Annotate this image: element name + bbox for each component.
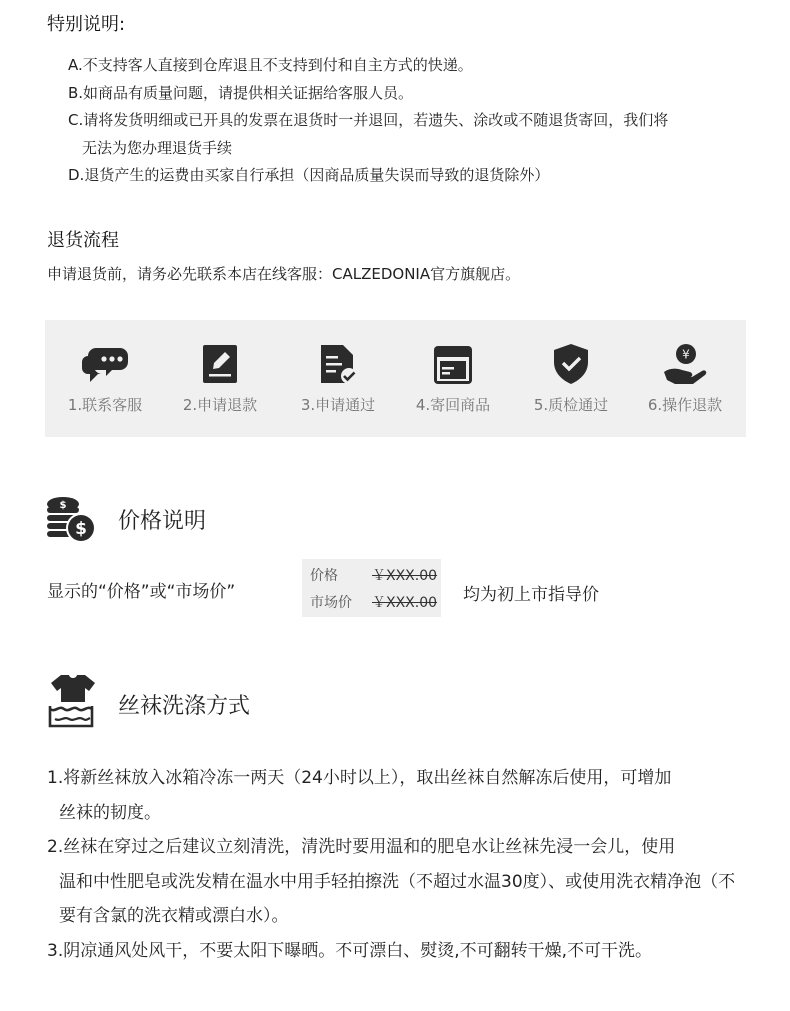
note-item-text: B.如商品有质量问题，请提供相关证据给客服人员。	[68, 83, 414, 102]
process-step-label: 2.申请退款	[182, 396, 258, 414]
process-step-label: 5.质检通过	[533, 396, 609, 414]
shield-check-icon	[548, 342, 594, 386]
market-price-value: ￥XXX.00	[372, 595, 438, 611]
wash-instruction-item	[47, 830, 747, 934]
svg-text:$: $	[59, 500, 67, 511]
return-flow-title: 退货流程	[47, 230, 119, 251]
hand-money-icon	[662, 342, 708, 386]
edit-note-icon	[197, 342, 243, 386]
process-step-label: 4.寄回商品	[415, 396, 491, 414]
wash-item-continuation: 温和中性肥皂或洗发精在温水中用手轻拍擦洗（不超过水温30度）、或使用洗衣精净泡（不要有含氯的洗衣精或漂白水）。	[59, 871, 736, 926]
special-note-item	[68, 107, 738, 162]
svg-text:¥: ¥	[682, 347, 690, 362]
return-process-panel	[45, 320, 746, 437]
price-label: 价格	[310, 568, 338, 584]
return-flow-intro: 申请退货前，请务必先联系本店在线客服：CALZEDONIA官方旗舰店。	[47, 265, 521, 283]
special-note-title: 特别说明:	[47, 14, 126, 35]
wash-item-text: 3.阴凉通风处风干，不要太阳下曝晒。不可漂白、熨烫,不可翻转干燥,不可干洗。	[47, 940, 653, 961]
price-note-after: 均为初上市指导价	[463, 585, 599, 605]
market-price-label: 市场价	[310, 595, 352, 611]
process-step-label: 3.申请通过	[300, 396, 376, 414]
note-item-text: A.不支持客人直接到仓库退且不支持到付和自主方式的快递。	[68, 56, 473, 74]
chat-bubbles-icon	[82, 342, 128, 386]
price-value: ￥XXX.00	[372, 568, 438, 584]
price-section-title: 价格说明	[118, 509, 207, 534]
wash-item-continuation: 丝袜的韧度。	[59, 802, 161, 823]
coins-icon	[45, 494, 97, 550]
wash-instruction-item	[47, 934, 747, 969]
note-item-text: C.请将发货明细或已开具的发票在退货时一并退回，若遗失、涂改或不随退货寄回，我们将	[68, 111, 669, 129]
process-step-label: 1.联系客服	[67, 396, 143, 414]
note-item-text: D.退货产生的运费由买家自行承担（因商品质量失误而导致的退货除外）	[68, 166, 550, 184]
special-note-item	[68, 80, 738, 108]
price-example-box	[302, 559, 441, 617]
wash-instruction-item	[47, 761, 747, 830]
wash-item-text: 1.将新丝袜放入冰箱冷冻一两天（24小时以上），取出丝袜自然解冻后使用，可增加	[47, 768, 672, 788]
document-check-icon	[315, 342, 361, 386]
price-note-before: 显示的“价格”或“市场价”	[47, 582, 236, 602]
process-step-label: 6.操作退款	[647, 396, 723, 414]
wash-item-text: 2.丝袜在穿过之后建议立刻清洗，清洗时要用温和的肥皂水让丝袜先浸一会儿，使用	[47, 837, 676, 857]
box-package-icon	[430, 342, 476, 386]
wash-section-title: 丝袜洗涤方式	[118, 694, 251, 719]
tshirt-wash-icon	[47, 673, 99, 729]
svg-text:$: $	[75, 519, 87, 539]
special-note-item	[68, 162, 738, 190]
special-note-item	[68, 52, 738, 80]
special-note-list	[68, 52, 738, 190]
note-item-continuation: 无法为您办理退货手续	[82, 138, 233, 157]
wash-instructions-list	[47, 761, 747, 968]
